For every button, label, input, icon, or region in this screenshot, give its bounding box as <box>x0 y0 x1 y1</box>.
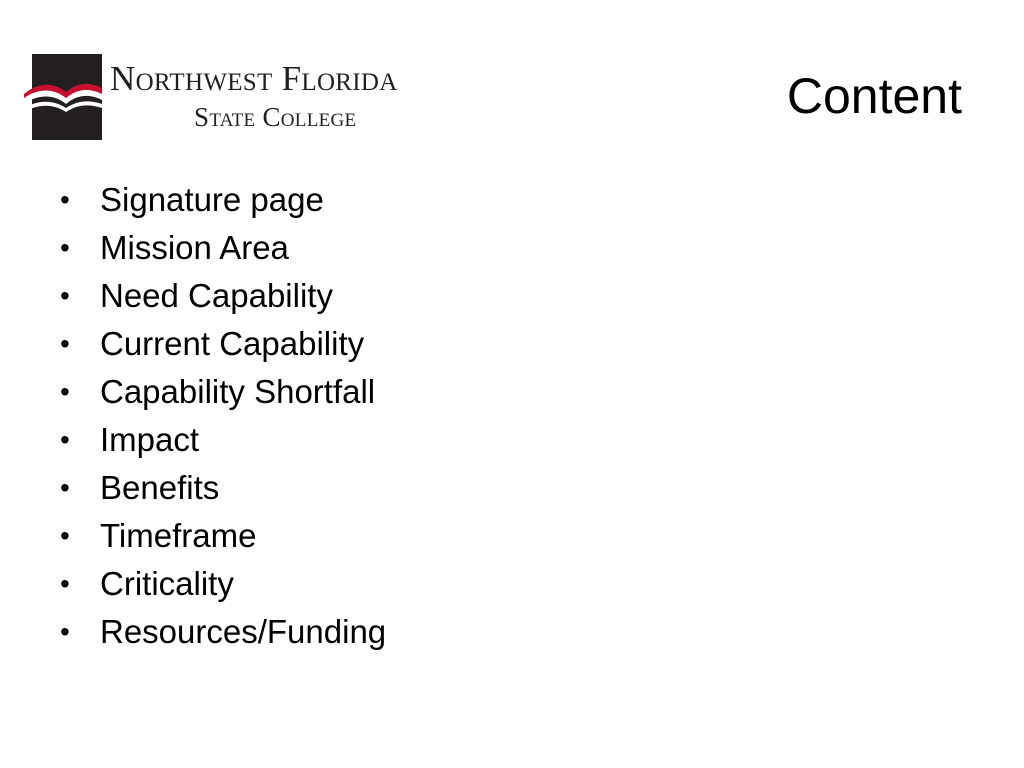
bullet-text: Signature page <box>100 181 324 218</box>
bullet-item <box>58 560 386 608</box>
bullet-text: Capability Shortfall <box>100 373 376 410</box>
bullet-glyph: • <box>60 376 70 407</box>
bullet-item <box>58 272 386 320</box>
bullet-text: Current Capability <box>100 325 365 362</box>
bullet-text: Need Capability <box>100 277 333 314</box>
bullet-glyph: • <box>60 472 70 503</box>
bullet-text: Criticality <box>100 565 234 602</box>
bullet-item <box>58 608 386 656</box>
bullet-text: Mission Area <box>100 229 289 266</box>
bullet-glyph: • <box>60 328 70 359</box>
logo-text-line2: State College <box>194 102 357 132</box>
bullet-list <box>58 176 386 656</box>
bullet-glyph: • <box>60 568 70 599</box>
bullet-text: Impact <box>100 421 200 458</box>
logo-text-line1: Northwest Florida <box>110 59 398 98</box>
bullet-text: Timeframe <box>100 517 257 554</box>
bullet-item <box>58 512 386 560</box>
bullet-item <box>58 224 386 272</box>
college-logo <box>24 54 464 142</box>
bullet-item <box>58 464 386 512</box>
bullet-text: Benefits <box>100 469 220 506</box>
bullet-glyph: • <box>60 424 70 455</box>
bullet-glyph: • <box>60 616 70 647</box>
bullet-item <box>58 416 386 464</box>
bullet-text: Resources/Funding <box>100 613 387 650</box>
bullet-glyph: • <box>60 232 70 263</box>
bullet-glyph: • <box>60 184 70 215</box>
bullet-glyph: • <box>60 520 70 551</box>
slide-title: Content <box>786 68 962 124</box>
book-logo-icon <box>24 54 102 140</box>
bullet-item <box>58 368 386 416</box>
bullet-glyph: • <box>60 280 70 311</box>
bullet-item <box>58 176 386 224</box>
bullet-item <box>58 320 386 368</box>
